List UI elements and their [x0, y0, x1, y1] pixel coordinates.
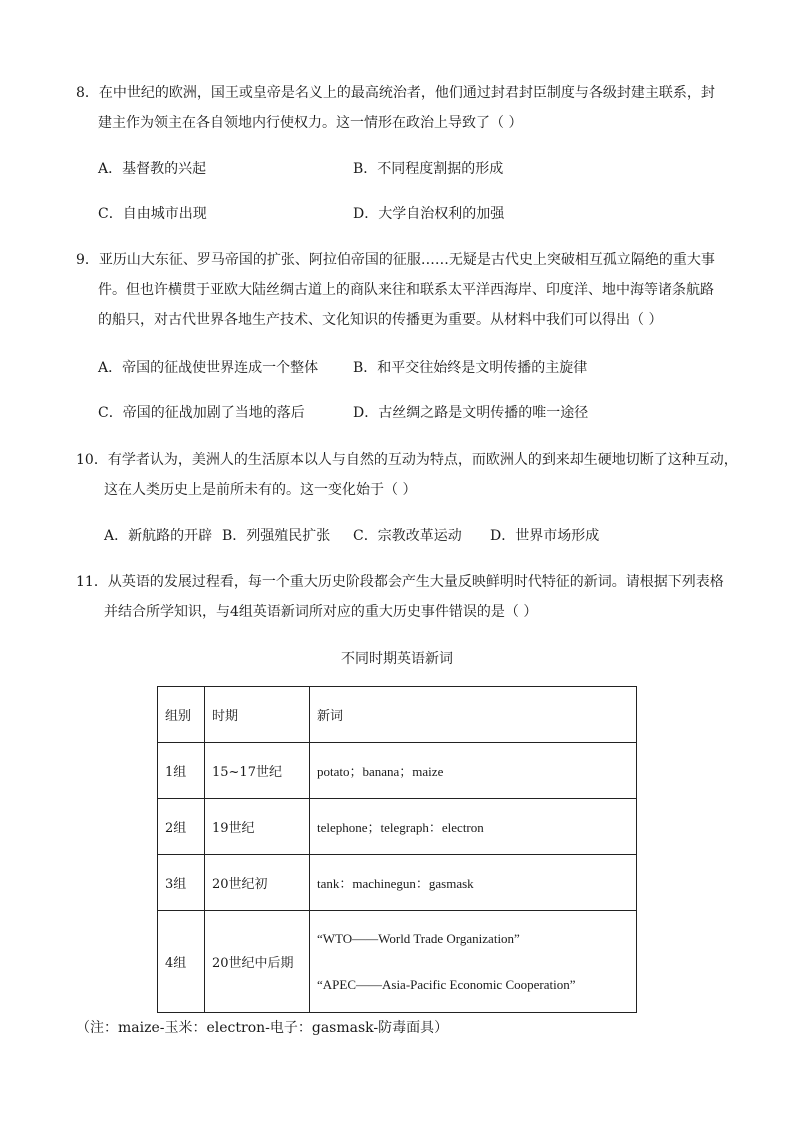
- header-group: 组别: [158, 687, 205, 743]
- q10-stem-line2: 这在人类历史上是前所未有的。这一变化始于（ ）: [104, 482, 417, 498]
- q8-option-d: D．大学自治权利的加强: [353, 206, 505, 222]
- cell-period: 20世纪初: [205, 855, 310, 911]
- q8-stem-line1: 8．在中世纪的欧洲，国王或皇帝是名义上的最高统治者，他们通过封君封臣制度与各级封建主联系，封: [76, 85, 715, 101]
- cell-words-wto: “WTO——World Trade Organization”: [317, 930, 520, 946]
- cell-words: potato；banana；maize: [310, 743, 637, 799]
- q8-option-a: A．基督教的兴起: [98, 161, 207, 177]
- table-header-row: [158, 687, 637, 743]
- q9-option-a: A．帝国的征战使世界连成一个整体: [98, 360, 319, 376]
- english-new-words-table: [157, 686, 637, 1013]
- cell-words: [310, 911, 637, 1013]
- header-period: 时期: [205, 687, 310, 743]
- q8-stem-line2: 建主作为领主在各自领地内行使权力。这一情形在政治上导致了（ ）: [98, 115, 523, 131]
- table-caption: 不同时期英语新词: [341, 651, 453, 667]
- q10-stem-line1: 10．有学者认为，美洲人的生活原本以人与自然的互动为特点，而欧洲人的到来却生硬地切断了这种互动，: [76, 452, 738, 468]
- cell-words: tank：machinegun：gasmask: [310, 855, 637, 911]
- cell-period: 15~17世纪: [205, 743, 310, 799]
- q9-stem-line3: 的船只，对古代世界各地生产技术、文化知识的传播更为重要。从材料中我们可以得出（ ）: [98, 312, 663, 328]
- table-row: [158, 911, 637, 1013]
- q11-stem-line2: 并结合所学知识，与4组英语新词所对应的重大历史事件错误的是（ ）: [104, 604, 538, 620]
- cell-words-apec: “APEC——Asia-Pacific Economic Cooperation”: [317, 976, 576, 992]
- q9-stem-line1: 9．亚历山大东征、罗马帝国的扩张、阿拉伯帝国的征服……无疑是古代史上突破相互孤立隔绝的重大事: [76, 252, 715, 268]
- header-words: 新词: [310, 687, 637, 743]
- q9-option-d: D．古丝绸之路是文明传播的唯一途径: [353, 405, 589, 421]
- q8-option-b: B．不同程度割据的形成: [353, 161, 504, 177]
- table-row: [158, 743, 637, 799]
- cell-period: 20世纪中后期: [205, 911, 310, 1013]
- q9-option-b: B．和平交往始终是文明传播的主旋律: [353, 360, 588, 376]
- cell-group: 2组: [158, 799, 205, 855]
- q10-option-a: A．新航路的开辟: [104, 528, 213, 544]
- cell-words: telephone；telegraph：electron: [310, 799, 637, 855]
- cell-group: 3组: [158, 855, 205, 911]
- q10-option-c: C．宗教改革运动: [353, 528, 462, 544]
- table-row: [158, 855, 637, 911]
- q9-stem-line2: 件。但也许横贯于亚欧大陆丝绸古道上的商队来往和联系太平洋西海岸、印度洋、地中海等诸条航路: [98, 282, 714, 298]
- q10-option-d: D．世界市场形成: [490, 528, 600, 544]
- table-note: （注：maize-玉米：electron-电子：gasmask-防毒面具）: [76, 1020, 449, 1036]
- cell-period: 19世纪: [205, 799, 310, 855]
- cell-group: 1组: [158, 743, 205, 799]
- q8-option-c: C．自由城市出现: [98, 206, 207, 222]
- q9-option-c: C．帝国的征战加剧了当地的落后: [98, 405, 305, 421]
- q10-option-b: B．列强殖民扩张: [222, 528, 331, 544]
- table-row: [158, 799, 637, 855]
- cell-group: 4组: [158, 911, 205, 1013]
- q11-stem-line1: 11．从英语的发展过程看，每一个重大历史阶段都会产生大量反映鲜明时代特征的新词。请根据下列表格: [76, 574, 724, 590]
